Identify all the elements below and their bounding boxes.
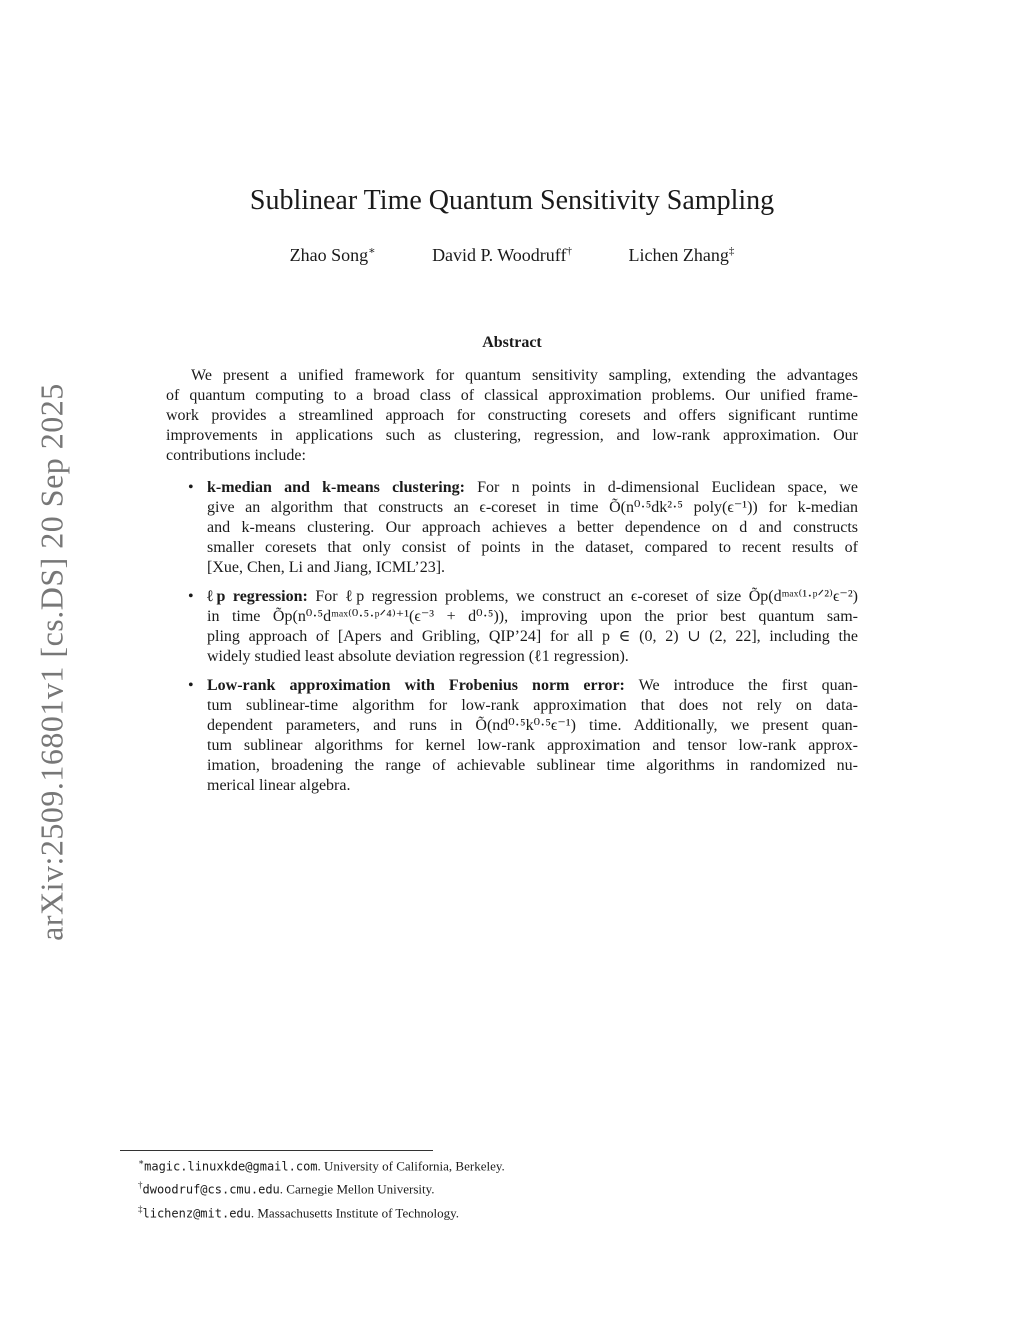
footnote-mark: ∗ (138, 1157, 145, 1167)
text-line: [Xue, Chen, Li and Jiang, ICML’23]. (207, 559, 446, 576)
author-name: Zhao Song (289, 245, 369, 265)
text-line: tum sublinear algorithms for kernel low-rank approximation and tensor low-rank approx- (207, 737, 858, 754)
text-line: work provides a streamlined approach for constructing coresets and offers significant runtime (166, 407, 858, 424)
email-link[interactable]: dwoodruf@cs.cmu.edu (142, 1182, 280, 1197)
author (290, 245, 376, 265)
text-line: For ℓp regression problems, we construct an ϵ-coreset of size Õp(dᵐᵃˣ⁽¹·ᵖᐟ²⁾ϵ⁻²) (315, 588, 858, 605)
text-line: of quantum computing to a broad class of classical approximation problems. Our unified frame- (166, 387, 858, 404)
bullet-icon: • (188, 677, 194, 694)
text-line: in time Õp(n⁰·⁵dᵐᵃˣ⁽⁰·⁵·ᵖᐟ⁴⁾⁺¹(ϵ⁻³ + d⁰·⁵)), improving upon the prior best quantum sam- (207, 608, 858, 625)
author-name: Lichen Zhang (628, 245, 729, 265)
arxiv-stamp: arXiv:2509.16801v1 [cs.DS] 20 Sep 2025 (33, 383, 70, 941)
footnote (138, 1153, 505, 1176)
email-link[interactable]: lichenz@mit.edu (142, 1205, 251, 1220)
abstract-heading: Abstract (482, 334, 542, 351)
text-line: pling approach of [Apers and Gribling, QIP’24] for all p ∈ (0, 2) ∪ (2, 22], including the (207, 628, 858, 645)
contribution-item (188, 587, 858, 667)
footnote-mark: ‡ (728, 245, 735, 257)
text-line: widely studied least absolute deviation regression (ℓ1 regression). (207, 648, 629, 665)
bullet-icon: • (188, 588, 194, 605)
text-line: improvements in applications such as clustering, regression, and low-rank approximation. Our (166, 427, 858, 444)
text-line: We introduce the first quan- (638, 677, 858, 694)
author (432, 245, 572, 265)
paper-title: Sublinear Time Quantum Sensitivity Sampling (249, 185, 775, 216)
text-line: We present a unified framework for quantum sensitivity sampling, extending the advantages (191, 367, 858, 384)
footnote (138, 1176, 505, 1199)
item-label: ℓp regression: (207, 588, 308, 605)
author-list (0, 244, 1024, 266)
text-line: dependent parameters, and runs in Õ(nd⁰·⁵k⁰·⁵ϵ⁻¹) time. Additionally, we present quan- (207, 717, 858, 734)
contribution-item (188, 478, 859, 578)
author-name: David P. Woodruff (432, 245, 567, 265)
text-line: and k-means clustering. Our approach achieves a better dependence on d and constructs (207, 519, 858, 536)
footnotes (138, 1153, 505, 1223)
item-label: k-median and k-means clustering: (207, 479, 465, 496)
footnote-mark: ‡ (138, 1203, 143, 1214)
text-line: give an algorithm that constructs an ϵ-coreset in time Õ(n⁰·⁵dk²·⁵ poly(ϵ⁻¹)) for k-median (207, 499, 858, 516)
text-line: For n points in d-dimensional Euclidean space, we (477, 479, 859, 496)
footnote-mark: ∗ (368, 245, 376, 257)
text-line: merical linear algebra. (207, 777, 351, 794)
email-link[interactable]: magic.linuxkde@gmail.com (144, 1159, 318, 1174)
text-line: tum sublinear-time algorithm for low-rank approximation that does not rely on data- (207, 697, 858, 714)
footnote-mark: † (566, 245, 572, 257)
footnote-rule (120, 1150, 433, 1151)
author (628, 245, 734, 265)
bullet-icon: • (188, 479, 194, 496)
item-label: Low-rank approximation with Frobenius norm error: (207, 677, 625, 694)
contribution-item (188, 676, 858, 796)
text-line: imation, broadening the range of achievable sublinear time algorithms in randomized nu- (207, 757, 858, 774)
text-line: smaller coresets that only consist of points in the dataset, compared to recent results of (207, 539, 858, 556)
abstract-intro (166, 366, 858, 466)
text-line: contributions include: (166, 447, 306, 464)
footnote (138, 1200, 505, 1223)
footnote-mark: † (138, 1180, 143, 1191)
affiliation: . Carnegie Mellon University. (279, 1181, 435, 1197)
affiliation: . Massachusetts Institute of Technology. (250, 1204, 460, 1220)
affiliation: . University of California, Berkeley. (317, 1158, 505, 1174)
